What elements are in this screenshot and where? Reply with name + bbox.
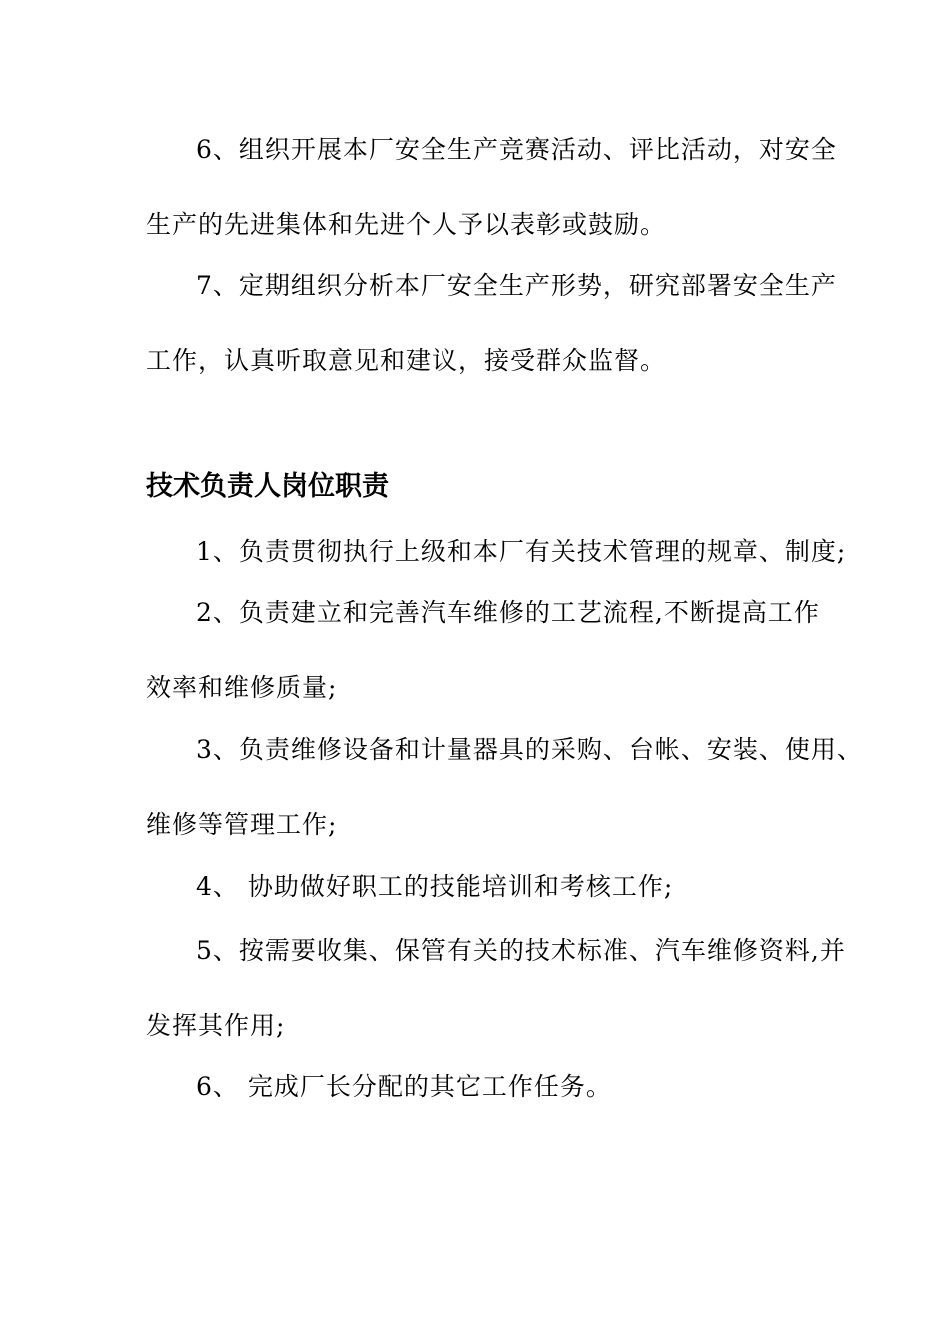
- paragraph-line: 维修等管理工作;: [146, 810, 338, 839]
- paragraph-line: 5、按需要收集、保管有关的技术标准、汽车维修资料,并: [196, 936, 846, 965]
- paragraph-line: 发挥其作用;: [146, 1011, 286, 1040]
- paragraph-line: 4、 协助做好职工的技能培训和考核工作;: [196, 872, 674, 901]
- paragraph-line: 6、 完成厂长分配的其它工作任务。: [196, 1072, 612, 1101]
- paragraph-line: 3、负责维修设备和计量器具的采购、台帐、安装、使用、: [196, 735, 863, 764]
- paragraph-line: 6、组织开展本厂安全生产竞赛活动、评比活动，对安全: [196, 135, 837, 164]
- paragraph-line: 1、负责贯彻执行上级和本厂有关技术管理的规章、制度;: [196, 537, 847, 566]
- paragraph-line: 生产的先进集体和先进个人予以表彰或鼓励。: [146, 210, 667, 239]
- paragraph-line: 效率和维修质量;: [146, 673, 338, 702]
- paragraph-line: 7、定期组织分析本厂安全生产形势，研究部署安全生产: [196, 271, 837, 300]
- paragraph-line: 工作，认真听取意见和建议，接受群众监督。: [146, 346, 667, 375]
- paragraph-line: 2、负责建立和完善汽车维修的工艺流程,不断提高工作: [196, 598, 820, 627]
- section-heading: 技术负责人岗位职责: [146, 471, 389, 502]
